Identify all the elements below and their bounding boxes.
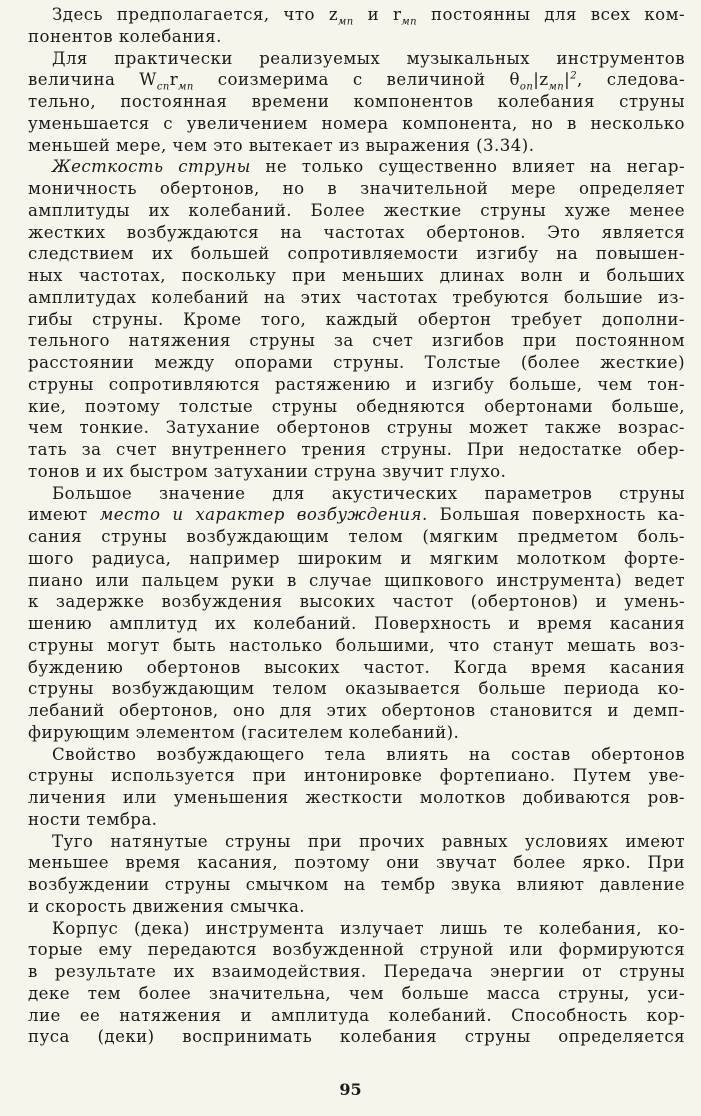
text-line: [28, 178, 685, 200]
text-run: струны используется при интонировке фортепиано. Путем уве-: [28, 766, 685, 786]
text-line: [28, 548, 685, 570]
text-line: [28, 787, 685, 809]
text-run: величина W: [28, 70, 157, 90]
text-run: расстоянии между опорами струны. Толстые (более жесткие): [28, 353, 685, 372]
text-run: шению амплитуд их колебаний. Поверхность и время касания: [28, 614, 685, 633]
text-run: тать за счет внутреннего трения струны. При недостатке обер-: [28, 440, 685, 459]
text-line: [28, 939, 685, 961]
text-line: [28, 309, 685, 331]
text-run: и r: [353, 5, 402, 24]
text-run: тельного натяжения струны за счет изгибов при постоянном: [28, 331, 685, 351]
text-run: ности тембра.: [28, 809, 158, 829]
text-run: Корпус (дека) инструмента излучает лишь те колебания, ко-: [52, 918, 685, 938]
text-line: [28, 983, 685, 1005]
subscript: мп: [338, 16, 354, 26]
text-line: [28, 1005, 685, 1027]
text-line: [28, 1026, 685, 1048]
text-line: [28, 396, 685, 418]
text-run: Свойство возбуждающего тела влиять на состав обертонов: [52, 744, 685, 764]
text-line: [28, 961, 685, 983]
text-line: [28, 417, 685, 439]
text-run: уменьшается с увеличением номера компонента, но в несколько: [28, 113, 685, 133]
text-line: [28, 200, 685, 222]
text-run: соизмерима с величиной θ: [193, 70, 520, 90]
text-run: . Большая поверхность ка-: [421, 505, 685, 525]
text-line: [28, 265, 685, 287]
text-run: в результате их взаимодействия. Передача энергии от струны: [28, 962, 685, 981]
text-line: [28, 4, 685, 26]
text-run: ных частотах, поскольку при меньших длинах волн и больших: [28, 266, 685, 285]
text-line: [28, 330, 685, 352]
text-run: чем тонкие. Затухание обертонов струны может также возрас-: [28, 418, 685, 438]
page-body: [28, 4, 685, 1048]
text-run: моничность обертонов, но в значительной мере определяет: [28, 179, 685, 198]
paragraph: [28, 831, 685, 918]
text-run: пиано или пальцем руки в случае щипкового инструмента) ведет: [28, 570, 685, 590]
text-line: [28, 483, 685, 505]
text-run: гибы струны. Кроме того, каждый обертон требует дополни-: [28, 309, 685, 329]
italic-term: Жесткость струны: [52, 157, 251, 177]
text-line: [28, 526, 685, 548]
text-run: |z: [533, 70, 549, 90]
text-line: [28, 222, 685, 244]
text-run: понентов колебания.: [28, 26, 222, 46]
text-run: буждению обертонов высоких частот. Когда время касания: [28, 657, 685, 677]
text-run: лие ее натяжения и амплитуда колебаний. Способность кор-: [28, 1005, 685, 1025]
text-line: [28, 374, 685, 396]
text-run: постоянны для всех ком-: [417, 5, 685, 24]
text-line: [28, 26, 685, 48]
text-line: [28, 135, 685, 157]
text-line: [28, 287, 685, 309]
page-number: 95: [339, 1080, 362, 1099]
text-line: [28, 113, 685, 135]
text-run: фирующим элементом (гасителем колебаний).: [28, 722, 460, 742]
text-line: [28, 156, 685, 178]
text-run: струны возбуждающим телом оказывается больше периода ко-: [28, 679, 685, 699]
text-run: меньшей мере, чем это вытекает из выражения (3.34).: [28, 135, 535, 155]
text-run: меньшее время касания, поэтому они звучат более ярко. При: [28, 853, 685, 873]
italic-term: место и характер возбуждения: [99, 505, 422, 525]
text-run: и скорость движения смычка.: [28, 896, 306, 916]
text-run: , следова-: [577, 70, 685, 90]
text-line: [28, 243, 685, 265]
text-line: [28, 852, 685, 874]
text-line: [28, 765, 685, 787]
paragraph: [28, 744, 685, 831]
text-run: тонов и их быстром затухании струна звучит глухо.: [28, 461, 507, 481]
paragraph: [28, 918, 685, 1049]
text-line: [28, 744, 685, 766]
text-run: к задержке возбуждения высоких частот (обертонов) и умень-: [28, 592, 685, 612]
text-line: [28, 504, 685, 526]
subscript: мп: [401, 16, 418, 26]
text-run: лебаний обертонов, оно для этих обертонов становится и демп-: [28, 701, 685, 720]
text-line: [28, 570, 685, 592]
text-run: амплитудах колебаний на этих частотах требуются большие из-: [28, 287, 685, 307]
subscript: оп: [519, 81, 534, 91]
text-line: [28, 91, 685, 113]
text-line: [28, 722, 685, 744]
text-run: личения или уменьшения жесткости молотков добиваются ров-: [28, 788, 685, 807]
text-run: Большое значение для акустических параметров струны: [52, 483, 685, 503]
subscript: мп: [548, 81, 565, 91]
text-line: [28, 591, 685, 613]
text-run: сания струны возбуждающим телом (мягким предметом боль-: [28, 527, 685, 546]
text-run: Туго натянутые струны при прочих равных условиях имеют: [52, 831, 685, 851]
subscript: мп: [178, 81, 194, 91]
paragraph: [28, 4, 685, 48]
text-run: жестких возбуждаются на частотах обертонов. Это является: [28, 222, 685, 242]
text-line: [28, 48, 685, 70]
text-run: возбуждении струны смычком на тембр звука влияют давление: [28, 875, 685, 894]
text-line: [28, 918, 685, 940]
text-line: [28, 831, 685, 853]
paragraph: [28, 483, 685, 744]
text-line: [28, 69, 685, 91]
text-line: [28, 896, 685, 918]
text-run: r: [169, 70, 179, 90]
text-line: [28, 613, 685, 635]
text-line: [28, 874, 685, 896]
text-run: пуса (деки) воспринимать колебания струны определяется: [28, 1027, 685, 1047]
text-line: [28, 657, 685, 679]
text-run: кие, поэтому толстые струны обедняются обертонами больше,: [28, 396, 685, 416]
subscript: cп: [156, 81, 170, 91]
text-line: [28, 678, 685, 700]
text-run: тельно, постоянная времени компонентов колебания струны: [28, 92, 685, 111]
paragraph: [28, 48, 685, 157]
text-run: амплитуды их колебаний. Более жесткие струны хуже менее: [28, 200, 685, 220]
text-run: имеют: [28, 505, 100, 525]
text-line: [28, 439, 685, 461]
text-run: шого радиуса, например широким и мягким молотком форте-: [28, 548, 685, 568]
text-line: [28, 352, 685, 374]
text-run: струны сопротивляются растяжению и изгибу больше, чем тон-: [28, 374, 685, 394]
text-line: [28, 700, 685, 722]
text-line: [28, 461, 685, 483]
text-run: деке тем более значительна, чем больше масса струны, уси-: [28, 983, 685, 1003]
text-line: [28, 809, 685, 831]
text-run: Для практически реализуемых музыкальных инструментов: [52, 48, 685, 68]
text-run: |: [564, 70, 571, 90]
text-run: следствием их большей сопротивляемости изгибу на повышен-: [28, 244, 685, 264]
text-run: Здесь предполагается, что z: [52, 5, 339, 24]
paragraph: [28, 156, 685, 482]
text-line: [28, 635, 685, 657]
text-run: не только существенно влияет на негар-: [250, 157, 685, 177]
superscript: 2: [570, 70, 578, 82]
text-run: торые ему передаются возбужденной струной или формируются: [28, 940, 685, 960]
text-run: струны могут быть настолько большими, что станут мешать воз-: [28, 635, 685, 655]
